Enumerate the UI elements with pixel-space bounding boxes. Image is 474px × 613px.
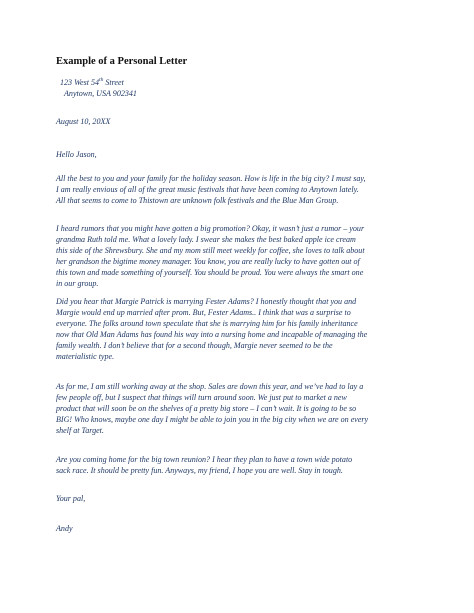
paragraph-line: shelf at Target. <box>56 426 104 435</box>
paragraph-line: Are you coming home for the big town reunion? I hear they plan to have a town wide potato <box>56 455 353 464</box>
paragraph-line: All the best to you and your family for the holiday season. How is life in the big city? I must say, <box>56 174 366 183</box>
paragraph-2 <box>56 223 420 289</box>
paragraph-line: few people off, but I suspect that things will turn around soon. We just put to market a new <box>56 393 347 402</box>
paragraph-line: Margie would end up married after prom. But, Fester Adams.. I think that was a surprise to <box>56 308 351 317</box>
paragraph-4 <box>56 381 420 436</box>
paragraph-line: this town and made something of yourself. You should be proud. You were always the smart one <box>56 268 364 277</box>
sender-address <box>60 77 424 99</box>
signature: Andy <box>56 524 73 533</box>
paragraph-line: her grandson the bigtime money manager. You know, you are really lucky to have gotten out of <box>56 257 360 266</box>
paragraph-line: in our group. <box>56 279 99 288</box>
paragraph-line: now that Old Man Adams has found his way into a nursing home and incapable of managing the <box>56 330 368 339</box>
paragraph-line: All that seems to come to Thistown are unknown folk festivals and the Blue Man Group. <box>56 196 339 205</box>
paragraph-line: this side of the Shrewsbury. She and my mom still meet weekly for coffee, she loves to talk about <box>56 246 365 255</box>
closing: Your pal, <box>56 494 86 503</box>
address-line-1-post: Street <box>103 78 124 87</box>
paragraph-line: I am really envious of all of the great music festivals that have been coming to Anytown lately. <box>56 185 359 194</box>
paragraph-line: everyone. The folks around town speculate that she is marrying him for his family inheritance <box>56 319 358 328</box>
paragraph-1 <box>56 173 420 206</box>
paragraph-line: materialistic type. <box>56 352 115 361</box>
paragraph-line: I heard rumors that you might have gotten a big promotion? Okay, it wasn’t just a rumor – your <box>56 224 365 233</box>
paragraph-line: product that will soon be on the shelves of a pretty big store – I can’t wait. It is going to be so <box>56 404 357 413</box>
document-title: Example of a Personal Letter <box>56 56 188 67</box>
paragraph-3 <box>56 296 420 362</box>
letter-date: August 10, 20XX <box>56 117 111 126</box>
paragraph-line: grandma Ruth told me. What a lovely lady. I swear she makes the best baked apple ice cream <box>56 235 356 244</box>
paragraph-line: Did you hear that Margie Patrick is marrying Fester Adams? I honestly thought that you and <box>56 297 357 306</box>
paragraph-line: family wealth. I don’t believe that for a second though, Margie never seemed to be the <box>56 341 333 350</box>
address-line-1-pre: 123 West 54 <box>60 78 100 87</box>
address-line-2: Anytown, USA 902341 <box>64 89 137 98</box>
greeting: Hello Jason, <box>56 150 97 159</box>
paragraph-line: sack race. It should be pretty fun. Anyways, my friend, I hope you are well. Stay in tough. <box>56 466 343 475</box>
paragraph-5 <box>56 454 420 476</box>
paragraph-line: BIG! Who knows, maybe one day I might be able to join you in the big city when we are on every <box>56 415 369 424</box>
address-line-1 <box>60 77 424 88</box>
address-line-1-sup: th <box>99 76 104 83</box>
paragraph-line: As for me, I am still working away at the shop. Sales are down this year, and we’ve had to lay a <box>56 382 364 391</box>
